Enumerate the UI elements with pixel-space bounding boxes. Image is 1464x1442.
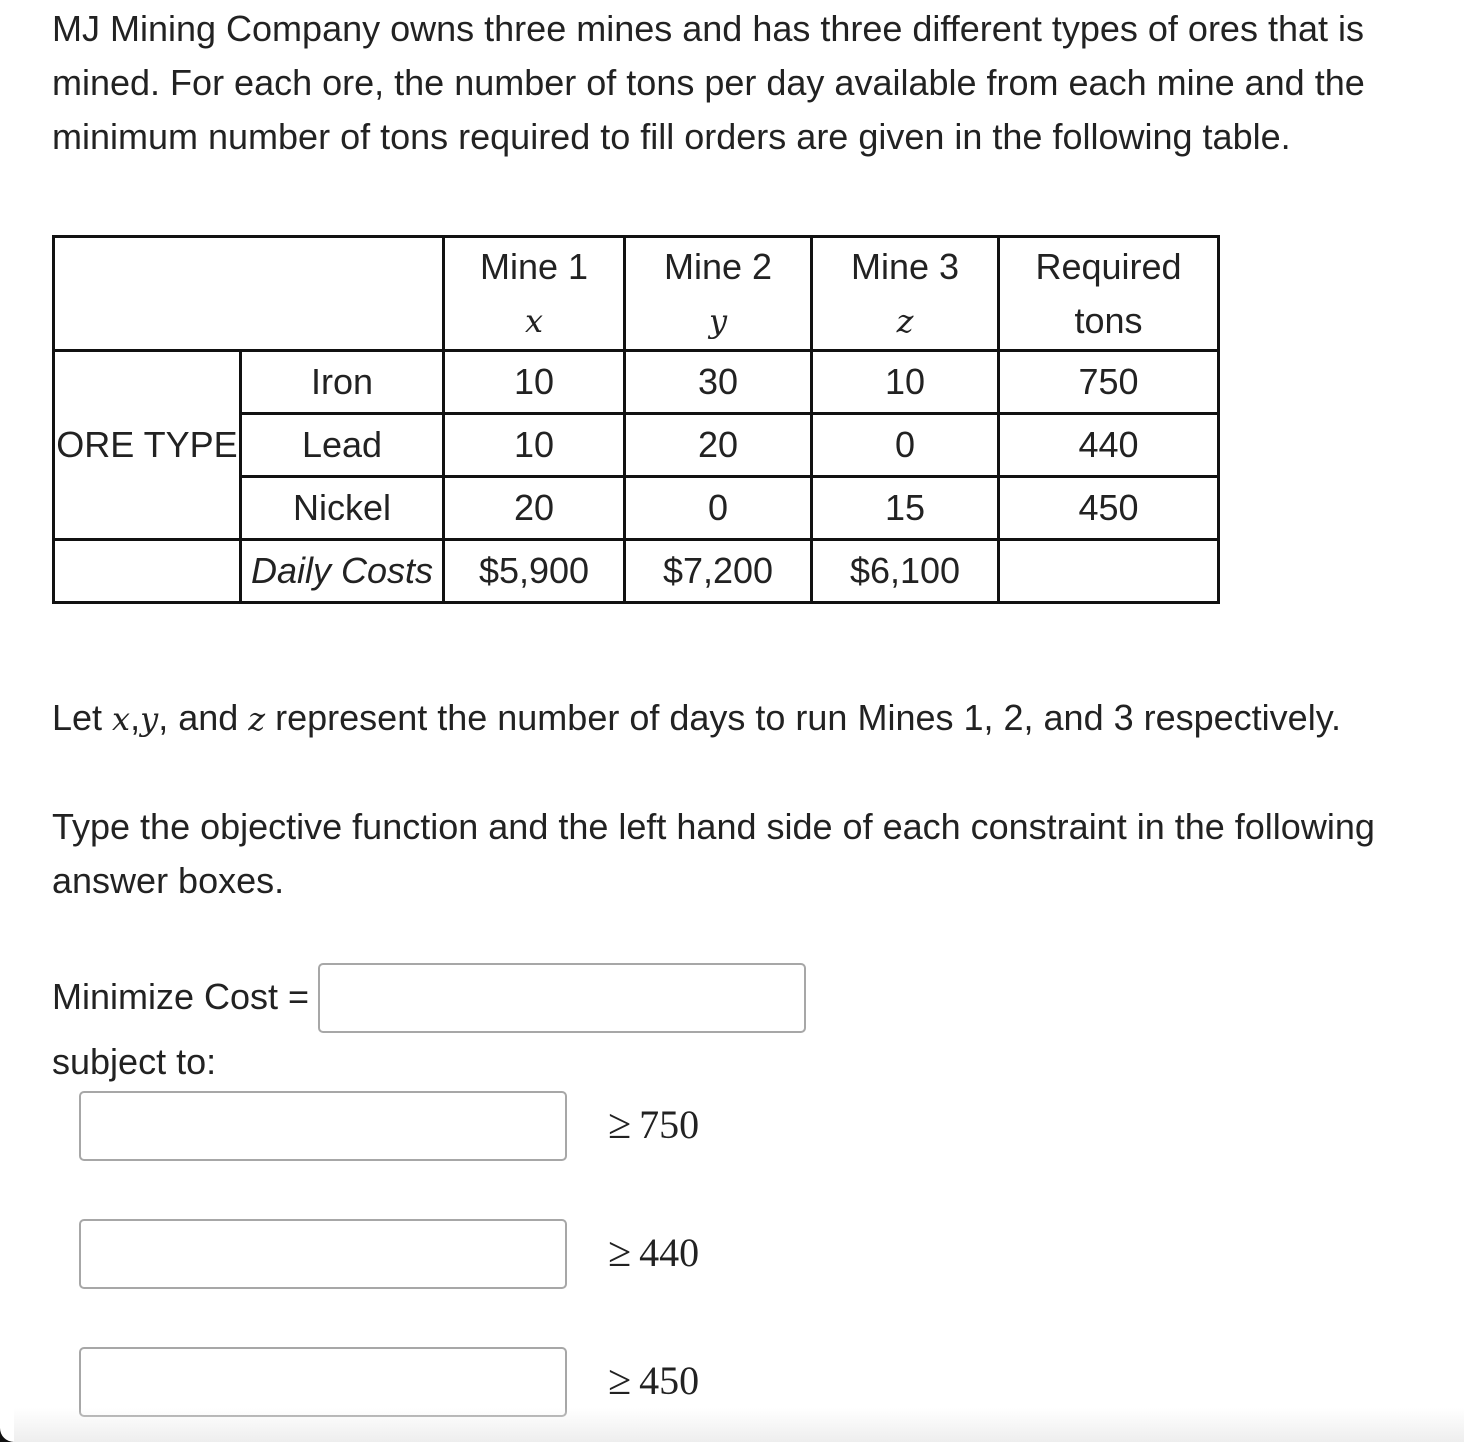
header-mine-2-label: Mine 2 bbox=[663, 245, 773, 287]
cell-lead-mine2: 20 bbox=[625, 414, 812, 477]
constraint-iron-input[interactable] bbox=[79, 1091, 567, 1161]
cell-nickel-mine2: 0 bbox=[625, 477, 812, 540]
instruction-text: Type the objective function and the left hand side of each constraint in the following answer boxes. bbox=[52, 806, 1375, 901]
constraint-lead-input[interactable] bbox=[79, 1219, 567, 1289]
daily-costs-label: Daily Costs bbox=[241, 540, 444, 603]
costs-blank-cell bbox=[54, 540, 241, 603]
ore-data-table bbox=[52, 235, 1220, 604]
table-corner-cell bbox=[54, 237, 444, 351]
ge-symbol: ≥ bbox=[608, 1102, 632, 1148]
cell-lead-mine3: 0 bbox=[812, 414, 999, 477]
cell-iron-required: 750 bbox=[999, 351, 1219, 414]
var-z: z bbox=[248, 700, 266, 738]
cell-nickel-required: 450 bbox=[999, 477, 1219, 540]
cell-nickel-mine1: 20 bbox=[444, 477, 625, 540]
ore-type-label: ORE TYPE bbox=[54, 351, 241, 540]
table-row-costs bbox=[54, 540, 1219, 603]
header-mine-3-label: Mine 3 bbox=[850, 245, 960, 287]
subject-to-label: subject to: bbox=[52, 1041, 217, 1082]
header-required bbox=[999, 237, 1219, 351]
ge-symbol: ≥ bbox=[608, 1358, 632, 1404]
ore-name-nickel: Nickel bbox=[241, 477, 444, 540]
header-mine-3 bbox=[812, 237, 999, 351]
cell-nickel-mine3: 15 bbox=[812, 477, 999, 540]
cell-lead-required: 440 bbox=[999, 414, 1219, 477]
header-required-label: Required bbox=[1035, 245, 1182, 287]
table-row-iron bbox=[54, 351, 1219, 414]
cell-lead-mine1: 10 bbox=[444, 414, 625, 477]
cost-mine3: $6,100 bbox=[812, 540, 999, 603]
header-mine-1-var: x bbox=[524, 301, 544, 340]
header-mine-1-label: Mine 1 bbox=[479, 245, 589, 287]
header-required-unit: tons bbox=[1074, 299, 1143, 341]
cell-iron-mine3: 10 bbox=[812, 351, 999, 414]
constraint-nickel-rhs: ≥ 450 bbox=[608, 1358, 700, 1404]
window-corner bbox=[0, 1408, 14, 1442]
ge-symbol: ≥ bbox=[608, 1230, 632, 1276]
cell-iron-mine2: 30 bbox=[625, 351, 812, 414]
ore-name-lead: Lead bbox=[241, 414, 444, 477]
cell-iron-mine1: 10 bbox=[444, 351, 625, 414]
ore-name-iron: Iron bbox=[241, 351, 444, 414]
header-mine-3-var: z bbox=[896, 301, 914, 340]
objective-label: Minimize Cost = bbox=[52, 976, 310, 1017]
var-y: y bbox=[140, 700, 159, 738]
objective-function-input[interactable] bbox=[318, 963, 806, 1033]
constraint-iron-rhs: ≥ 750 bbox=[608, 1102, 700, 1148]
constraint-lead-rhs: ≥ 440 bbox=[608, 1230, 700, 1276]
cost-mine2: $7,200 bbox=[625, 540, 812, 603]
table-header-row bbox=[54, 237, 1219, 351]
problem-intro: MJ Mining Company owns three mines and has three different types of ores that is mined. For each ore, the number of tons per day available from each mine and the minimum number of tons required to fill orders are given in the following table. bbox=[52, 8, 1365, 157]
header-mine-2 bbox=[625, 237, 812, 351]
cost-mine1: $5,900 bbox=[444, 540, 625, 603]
constraint-nickel-input[interactable] bbox=[79, 1347, 567, 1417]
window-bottom-edge bbox=[0, 1408, 1464, 1442]
cost-required-blank bbox=[999, 540, 1219, 603]
header-mine-2-var: y bbox=[708, 301, 728, 340]
variable-definition: Let x,y, and z represent the number of days to run Mines 1, 2, and 3 respectively. bbox=[52, 697, 1342, 738]
header-mine-1 bbox=[444, 237, 625, 351]
var-x: x bbox=[112, 700, 131, 738]
